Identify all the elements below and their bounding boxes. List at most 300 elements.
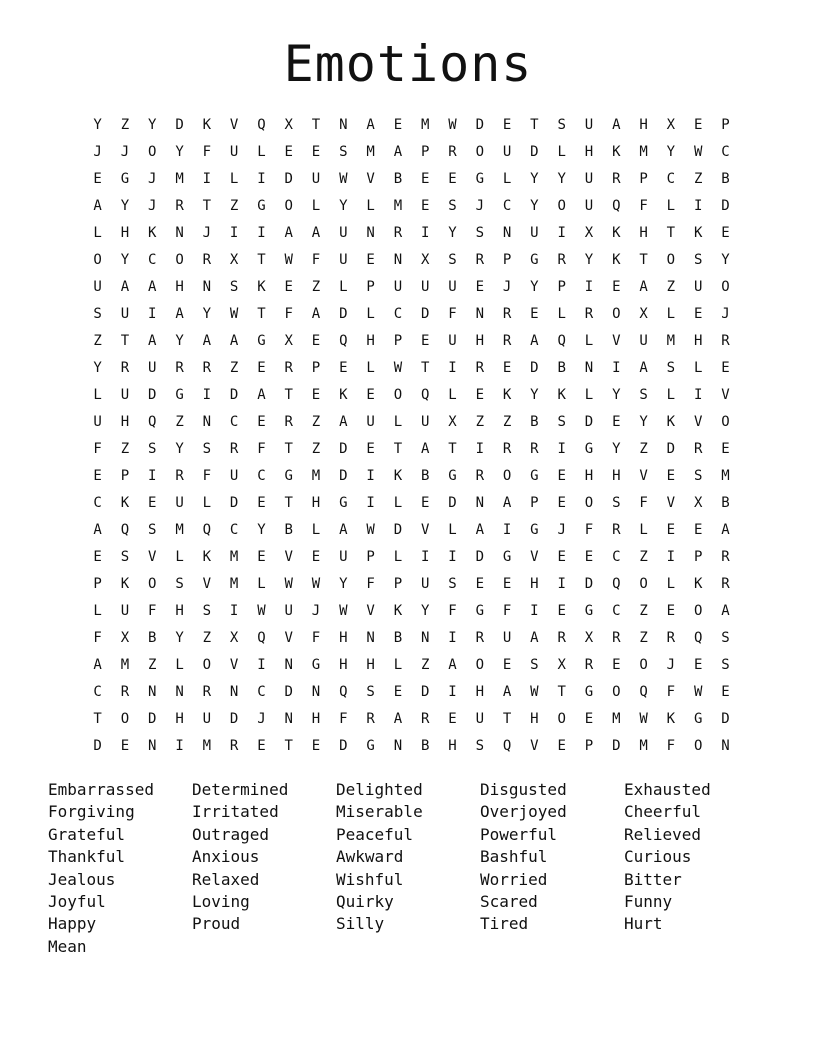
- grid-letter: H: [584, 468, 594, 484]
- grid-letter: U: [639, 333, 648, 349]
- grid-letter: M: [393, 198, 403, 214]
- grid-letter: R: [693, 441, 703, 457]
- grid-letter: A: [475, 522, 485, 538]
- word-list-item: Overjoyed: [480, 802, 567, 822]
- grid-letter: U: [175, 495, 184, 511]
- grid-letter: Z: [693, 171, 703, 187]
- grid-letter: W: [339, 603, 348, 619]
- grid-letter: Z: [639, 630, 648, 646]
- grid-letter: L: [366, 306, 375, 322]
- grid-letter: M: [420, 117, 430, 133]
- grid-letter: G: [284, 468, 293, 484]
- grid-letter: M: [120, 657, 130, 673]
- grid-letter: R: [202, 252, 212, 268]
- grid-letter: Z: [175, 414, 184, 430]
- grid-letter: G: [584, 603, 594, 619]
- grid-letter: N: [584, 360, 594, 376]
- grid-letter: U: [502, 144, 512, 160]
- grid-letter: S: [448, 252, 457, 268]
- grid-letter: U: [475, 711, 485, 727]
- grid-letter: E: [530, 306, 539, 322]
- grid-letter: N: [502, 225, 512, 241]
- grid-letter: D: [420, 684, 430, 700]
- grid-row: [84, 490, 742, 517]
- grid-letter: Y: [639, 414, 648, 430]
- grid-letter: P: [366, 549, 375, 565]
- grid-letter: X: [284, 117, 293, 133]
- grid-letter: A: [120, 279, 130, 295]
- grid-letter: S: [475, 738, 485, 754]
- grid-letter: U: [448, 279, 457, 295]
- grid-letter: D: [530, 360, 539, 376]
- grid-letter: E: [612, 279, 621, 295]
- grid-letter: H: [475, 333, 485, 349]
- grid-letter: T: [557, 684, 566, 700]
- grid-letter: I: [366, 495, 375, 511]
- grid-letter: Q: [120, 522, 130, 538]
- grid-letter: F: [366, 576, 375, 592]
- grid-letter: Z: [639, 441, 648, 457]
- grid-letter: T: [666, 225, 676, 241]
- grid-letter: Q: [639, 684, 648, 700]
- grid-letter: W: [284, 576, 293, 592]
- grid-letter: R: [393, 225, 403, 241]
- grid-letter: R: [284, 414, 293, 430]
- grid-letter: P: [420, 144, 430, 160]
- grid-letter: V: [229, 657, 239, 673]
- grid-letter: I: [448, 684, 457, 700]
- grid-letter: P: [530, 495, 539, 511]
- grid-letter: I: [257, 225, 266, 241]
- grid-letter: V: [284, 549, 293, 565]
- grid-letter: T: [393, 441, 403, 457]
- grid-row: [84, 598, 742, 625]
- grid-letter: C: [257, 684, 266, 700]
- grid-letter: N: [175, 225, 184, 241]
- grid-letter: T: [257, 252, 266, 268]
- grid-letter: Y: [420, 603, 430, 619]
- grid-letter: G: [311, 657, 321, 673]
- grid-letter: E: [448, 711, 457, 727]
- grid-letter: A: [339, 522, 348, 538]
- grid-letter: M: [229, 549, 239, 565]
- grid-letter: N: [148, 684, 157, 700]
- word-list-item: Cheerful: [624, 802, 702, 822]
- grid-letter: L: [448, 387, 457, 403]
- grid-letter: A: [148, 333, 157, 349]
- word-list-item: Proud: [192, 914, 241, 934]
- grid-letter: E: [257, 738, 266, 754]
- grid-letter: E: [721, 225, 730, 241]
- grid-letter: K: [339, 387, 348, 403]
- grid-letter: U: [420, 414, 430, 430]
- grid-letter: S: [557, 414, 566, 430]
- grid-letter: E: [311, 144, 321, 160]
- grid-letter: S: [693, 468, 703, 484]
- grid-letter: L: [229, 171, 239, 187]
- grid-letter: Z: [666, 279, 676, 295]
- word-list: [48, 779, 778, 958]
- grid-letter: U: [229, 144, 239, 160]
- grid-letter: J: [557, 522, 566, 538]
- grid-letter: M: [202, 738, 212, 754]
- grid-letter: I: [148, 468, 157, 484]
- grid-letter: D: [229, 495, 239, 511]
- grid-letter: S: [475, 225, 485, 241]
- grid-letter: Y: [148, 117, 157, 133]
- grid-letter: N: [202, 279, 212, 295]
- grid-letter: S: [639, 387, 648, 403]
- grid-letter: I: [666, 549, 676, 565]
- grid-letter: A: [93, 657, 102, 673]
- letter-grid: [84, 112, 742, 760]
- grid-letter: J: [148, 171, 157, 187]
- word-list-item: Loving: [192, 892, 250, 912]
- grid-letter: H: [175, 711, 184, 727]
- grid-letter: I: [229, 225, 239, 241]
- grid-letter: V: [148, 549, 157, 565]
- grid-letter: E: [721, 441, 730, 457]
- grid-letter: M: [666, 333, 676, 349]
- grid-letter: Y: [530, 387, 539, 403]
- grid-letter: M: [721, 468, 730, 484]
- grid-letter: R: [666, 630, 676, 646]
- grid-letter: B: [721, 495, 730, 511]
- grid-letter: A: [530, 630, 539, 646]
- grid-letter: F: [666, 684, 676, 700]
- grid-letter: S: [202, 441, 212, 457]
- grid-letter: N: [311, 684, 321, 700]
- grid-letter: A: [502, 684, 512, 700]
- grid-letter: L: [175, 657, 184, 673]
- grid-letter: G: [475, 171, 485, 187]
- grid-letter: V: [366, 171, 375, 187]
- grid-letter: R: [448, 144, 457, 160]
- grid-letter: A: [721, 522, 730, 538]
- grid-letter: O: [175, 252, 184, 268]
- word-list-item: Scared: [480, 892, 538, 912]
- grid-letter: X: [639, 306, 648, 322]
- grid-letter: R: [502, 306, 512, 322]
- grid-letter: E: [311, 387, 321, 403]
- grid-letter: G: [693, 711, 703, 727]
- grid-letter: U: [393, 279, 403, 295]
- grid-letter: Q: [148, 414, 157, 430]
- grid-letter: A: [257, 387, 266, 403]
- grid-letter: Q: [557, 333, 566, 349]
- grid-letter: H: [339, 657, 348, 673]
- grid-letter: Q: [502, 738, 512, 754]
- grid-letter: E: [502, 117, 512, 133]
- grid-letter: K: [666, 711, 676, 727]
- grid-letter: O: [393, 387, 403, 403]
- grid-letter: T: [448, 441, 457, 457]
- grid-letter: E: [475, 387, 485, 403]
- grid-letter: Y: [175, 144, 184, 160]
- grid-letter: E: [666, 603, 676, 619]
- grid-letter: U: [202, 711, 212, 727]
- grid-letter: I: [202, 171, 212, 187]
- grid-letter: L: [666, 387, 676, 403]
- grid-letter: L: [693, 360, 703, 376]
- grid-row: [84, 382, 742, 409]
- grid-letter: B: [530, 414, 539, 430]
- grid-row: [84, 463, 742, 490]
- grid-letter: H: [175, 603, 184, 619]
- grid-letter: R: [475, 360, 485, 376]
- grid-letter: K: [666, 414, 676, 430]
- grid-letter: R: [721, 333, 730, 349]
- grid-letter: U: [229, 468, 239, 484]
- grid-letter: U: [284, 603, 293, 619]
- grid-letter: S: [721, 630, 730, 646]
- grid-letter: Z: [93, 333, 102, 349]
- grid-letter: B: [393, 171, 403, 187]
- grid-letter: H: [612, 468, 621, 484]
- grid-letter: Y: [120, 198, 130, 214]
- grid-letter: R: [202, 360, 212, 376]
- word-list-item: Tired: [480, 914, 529, 934]
- grid-letter: B: [393, 630, 403, 646]
- grid-letter: Q: [339, 684, 348, 700]
- grid-row: [84, 247, 742, 274]
- grid-letter: Q: [257, 117, 266, 133]
- grid-letter: L: [311, 198, 321, 214]
- grid-letter: G: [584, 441, 594, 457]
- grid-letter: Q: [257, 630, 266, 646]
- grid-letter: C: [666, 171, 676, 187]
- grid-letter: Z: [202, 630, 212, 646]
- grid-letter: D: [584, 414, 594, 430]
- grid-letter: H: [584, 144, 594, 160]
- grid-letter: E: [339, 360, 348, 376]
- grid-letter: X: [666, 117, 676, 133]
- grid-letter: K: [257, 279, 266, 295]
- grid-letter: T: [420, 360, 430, 376]
- grid-letter: E: [584, 711, 594, 727]
- grid-letter: S: [366, 684, 375, 700]
- grid-letter: Z: [229, 360, 239, 376]
- grid-letter: D: [448, 495, 457, 511]
- grid-letter: Y: [339, 576, 348, 592]
- grid-letter: X: [120, 630, 130, 646]
- word-list-item: Miserable: [336, 802, 423, 822]
- grid-letter: J: [666, 657, 676, 673]
- grid-letter: I: [420, 549, 430, 565]
- grid-letter: M: [175, 171, 184, 187]
- grid-letter: G: [502, 549, 512, 565]
- grid-letter: R: [502, 441, 512, 457]
- grid-letter: U: [693, 279, 703, 295]
- grid-letter: H: [311, 711, 321, 727]
- grid-letter: B: [557, 360, 566, 376]
- grid-letter: U: [339, 549, 348, 565]
- grid-letter: W: [339, 171, 348, 187]
- grid-letter: H: [530, 576, 539, 592]
- grid-letter: A: [93, 198, 102, 214]
- grid-letter: Y: [721, 252, 730, 268]
- grid-letter: Z: [148, 657, 157, 673]
- grid-letter: R: [120, 684, 130, 700]
- grid-letter: Y: [448, 225, 457, 241]
- grid-letter: S: [93, 306, 102, 322]
- grid-letter: U: [339, 225, 348, 241]
- grid-letter: L: [557, 306, 566, 322]
- grid-letter: R: [475, 630, 485, 646]
- word-list-item: Quirky: [336, 892, 394, 912]
- grid-row: [84, 112, 742, 139]
- grid-letter: O: [475, 657, 485, 673]
- grid-letter: U: [311, 171, 321, 187]
- grid-letter: A: [284, 225, 293, 241]
- grid-letter: E: [311, 333, 321, 349]
- grid-letter: E: [120, 738, 130, 754]
- grid-letter: L: [584, 333, 594, 349]
- grid-letter: R: [475, 252, 485, 268]
- grid-letter: F: [639, 495, 648, 511]
- grid-letter: L: [393, 495, 403, 511]
- grid-letter: K: [148, 225, 157, 241]
- grid-letter: S: [175, 576, 184, 592]
- grid-letter: L: [393, 549, 403, 565]
- grid-letter: R: [557, 252, 566, 268]
- grid-letter: U: [120, 603, 130, 619]
- grid-letter: O: [693, 738, 703, 754]
- grid-letter: A: [366, 117, 375, 133]
- puzzle-title: Emotions: [283, 35, 533, 93]
- grid-letter: X: [693, 495, 703, 511]
- grid-letter: T: [530, 117, 539, 133]
- grid-letter: U: [448, 333, 457, 349]
- grid-letter: T: [639, 252, 648, 268]
- grid-letter: M: [175, 522, 184, 538]
- grid-letter: T: [257, 306, 266, 322]
- grid-letter: N: [721, 738, 730, 754]
- grid-letter: Z: [229, 198, 239, 214]
- grid-letter: F: [339, 711, 348, 727]
- grid-letter: R: [721, 576, 730, 592]
- grid-letter: S: [120, 549, 130, 565]
- grid-letter: C: [229, 522, 239, 538]
- grid-letter: K: [612, 225, 621, 241]
- grid-letter: E: [93, 468, 102, 484]
- grid-letter: J: [311, 603, 321, 619]
- grid-letter: L: [93, 603, 102, 619]
- grid-letter: S: [530, 657, 539, 673]
- grid-letter: I: [366, 468, 375, 484]
- grid-letter: R: [502, 333, 512, 349]
- grid-letter: L: [366, 198, 375, 214]
- grid-letter: I: [502, 522, 512, 538]
- grid-letter: D: [229, 387, 239, 403]
- grid-letter: A: [448, 657, 457, 673]
- grid-letter: E: [557, 495, 566, 511]
- word-list-item: Embarrassed: [48, 780, 154, 799]
- grid-letter: E: [721, 360, 730, 376]
- word-list-item: Forgiving: [48, 802, 135, 822]
- grid-letter: E: [393, 684, 403, 700]
- grid-letter: P: [502, 252, 512, 268]
- grid-letter: E: [666, 468, 676, 484]
- grid-letter: E: [693, 522, 703, 538]
- grid-letter: E: [557, 738, 566, 754]
- grid-letter: J: [120, 144, 130, 160]
- grid-letter: E: [420, 333, 430, 349]
- grid-letter: D: [339, 738, 348, 754]
- grid-letter: S: [148, 441, 157, 457]
- grid-row: [84, 166, 742, 193]
- grid-row: [84, 517, 742, 544]
- grid-letter: H: [448, 738, 457, 754]
- grid-letter: Z: [639, 549, 648, 565]
- grid-letter: Z: [420, 657, 430, 673]
- grid-letter: R: [721, 549, 730, 565]
- grid-letter: D: [175, 117, 184, 133]
- grid-letter: N: [475, 306, 485, 322]
- grid-letter: S: [202, 603, 212, 619]
- grid-letter: E: [420, 198, 430, 214]
- word-list-item: Relieved: [624, 824, 702, 844]
- word-list-item: Hurt: [624, 914, 663, 934]
- grid-letter: D: [229, 711, 239, 727]
- grid-letter: I: [229, 603, 239, 619]
- grid-letter: F: [284, 306, 293, 322]
- grid-letter: U: [120, 387, 130, 403]
- grid-letter: N: [339, 117, 348, 133]
- grid-letter: O: [584, 495, 594, 511]
- grid-letter: G: [530, 522, 539, 538]
- grid-letter: Y: [93, 360, 102, 376]
- grid-letter: Y: [612, 441, 621, 457]
- grid-letter: R: [366, 711, 375, 727]
- grid-letter: X: [229, 252, 239, 268]
- grid-letter: I: [557, 225, 566, 241]
- grid-letter: E: [693, 306, 703, 322]
- grid-letter: S: [339, 144, 348, 160]
- grid-letter: F: [448, 306, 457, 322]
- grid-letter: E: [557, 549, 566, 565]
- grid-letter: A: [93, 522, 102, 538]
- grid-letter: F: [93, 441, 102, 457]
- grid-letter: R: [420, 711, 430, 727]
- grid-letter: J: [721, 306, 730, 322]
- grid-letter: V: [366, 603, 375, 619]
- grid-letter: A: [393, 711, 403, 727]
- grid-letter: P: [639, 171, 648, 187]
- grid-letter: W: [530, 684, 539, 700]
- grid-letter: F: [666, 738, 676, 754]
- grid-letter: E: [366, 441, 375, 457]
- word-list-item: Exhausted: [624, 780, 711, 799]
- grid-letter: P: [120, 468, 130, 484]
- grid-letter: V: [420, 522, 430, 538]
- grid-letter: W: [311, 576, 321, 592]
- grid-letter: E: [612, 414, 621, 430]
- grid-letter: E: [366, 387, 375, 403]
- grid-letter: H: [693, 333, 703, 349]
- grid-letter: W: [284, 252, 293, 268]
- grid-letter: R: [229, 441, 239, 457]
- grid-letter: E: [584, 549, 594, 565]
- grid-letter: R: [612, 630, 621, 646]
- grid-letter: X: [584, 225, 594, 241]
- grid-letter: O: [693, 603, 703, 619]
- grid-letter: S: [693, 252, 703, 268]
- grid-letter: T: [311, 117, 321, 133]
- grid-row: [84, 274, 742, 301]
- grid-letter: B: [420, 738, 430, 754]
- grid-letter: Q: [339, 333, 348, 349]
